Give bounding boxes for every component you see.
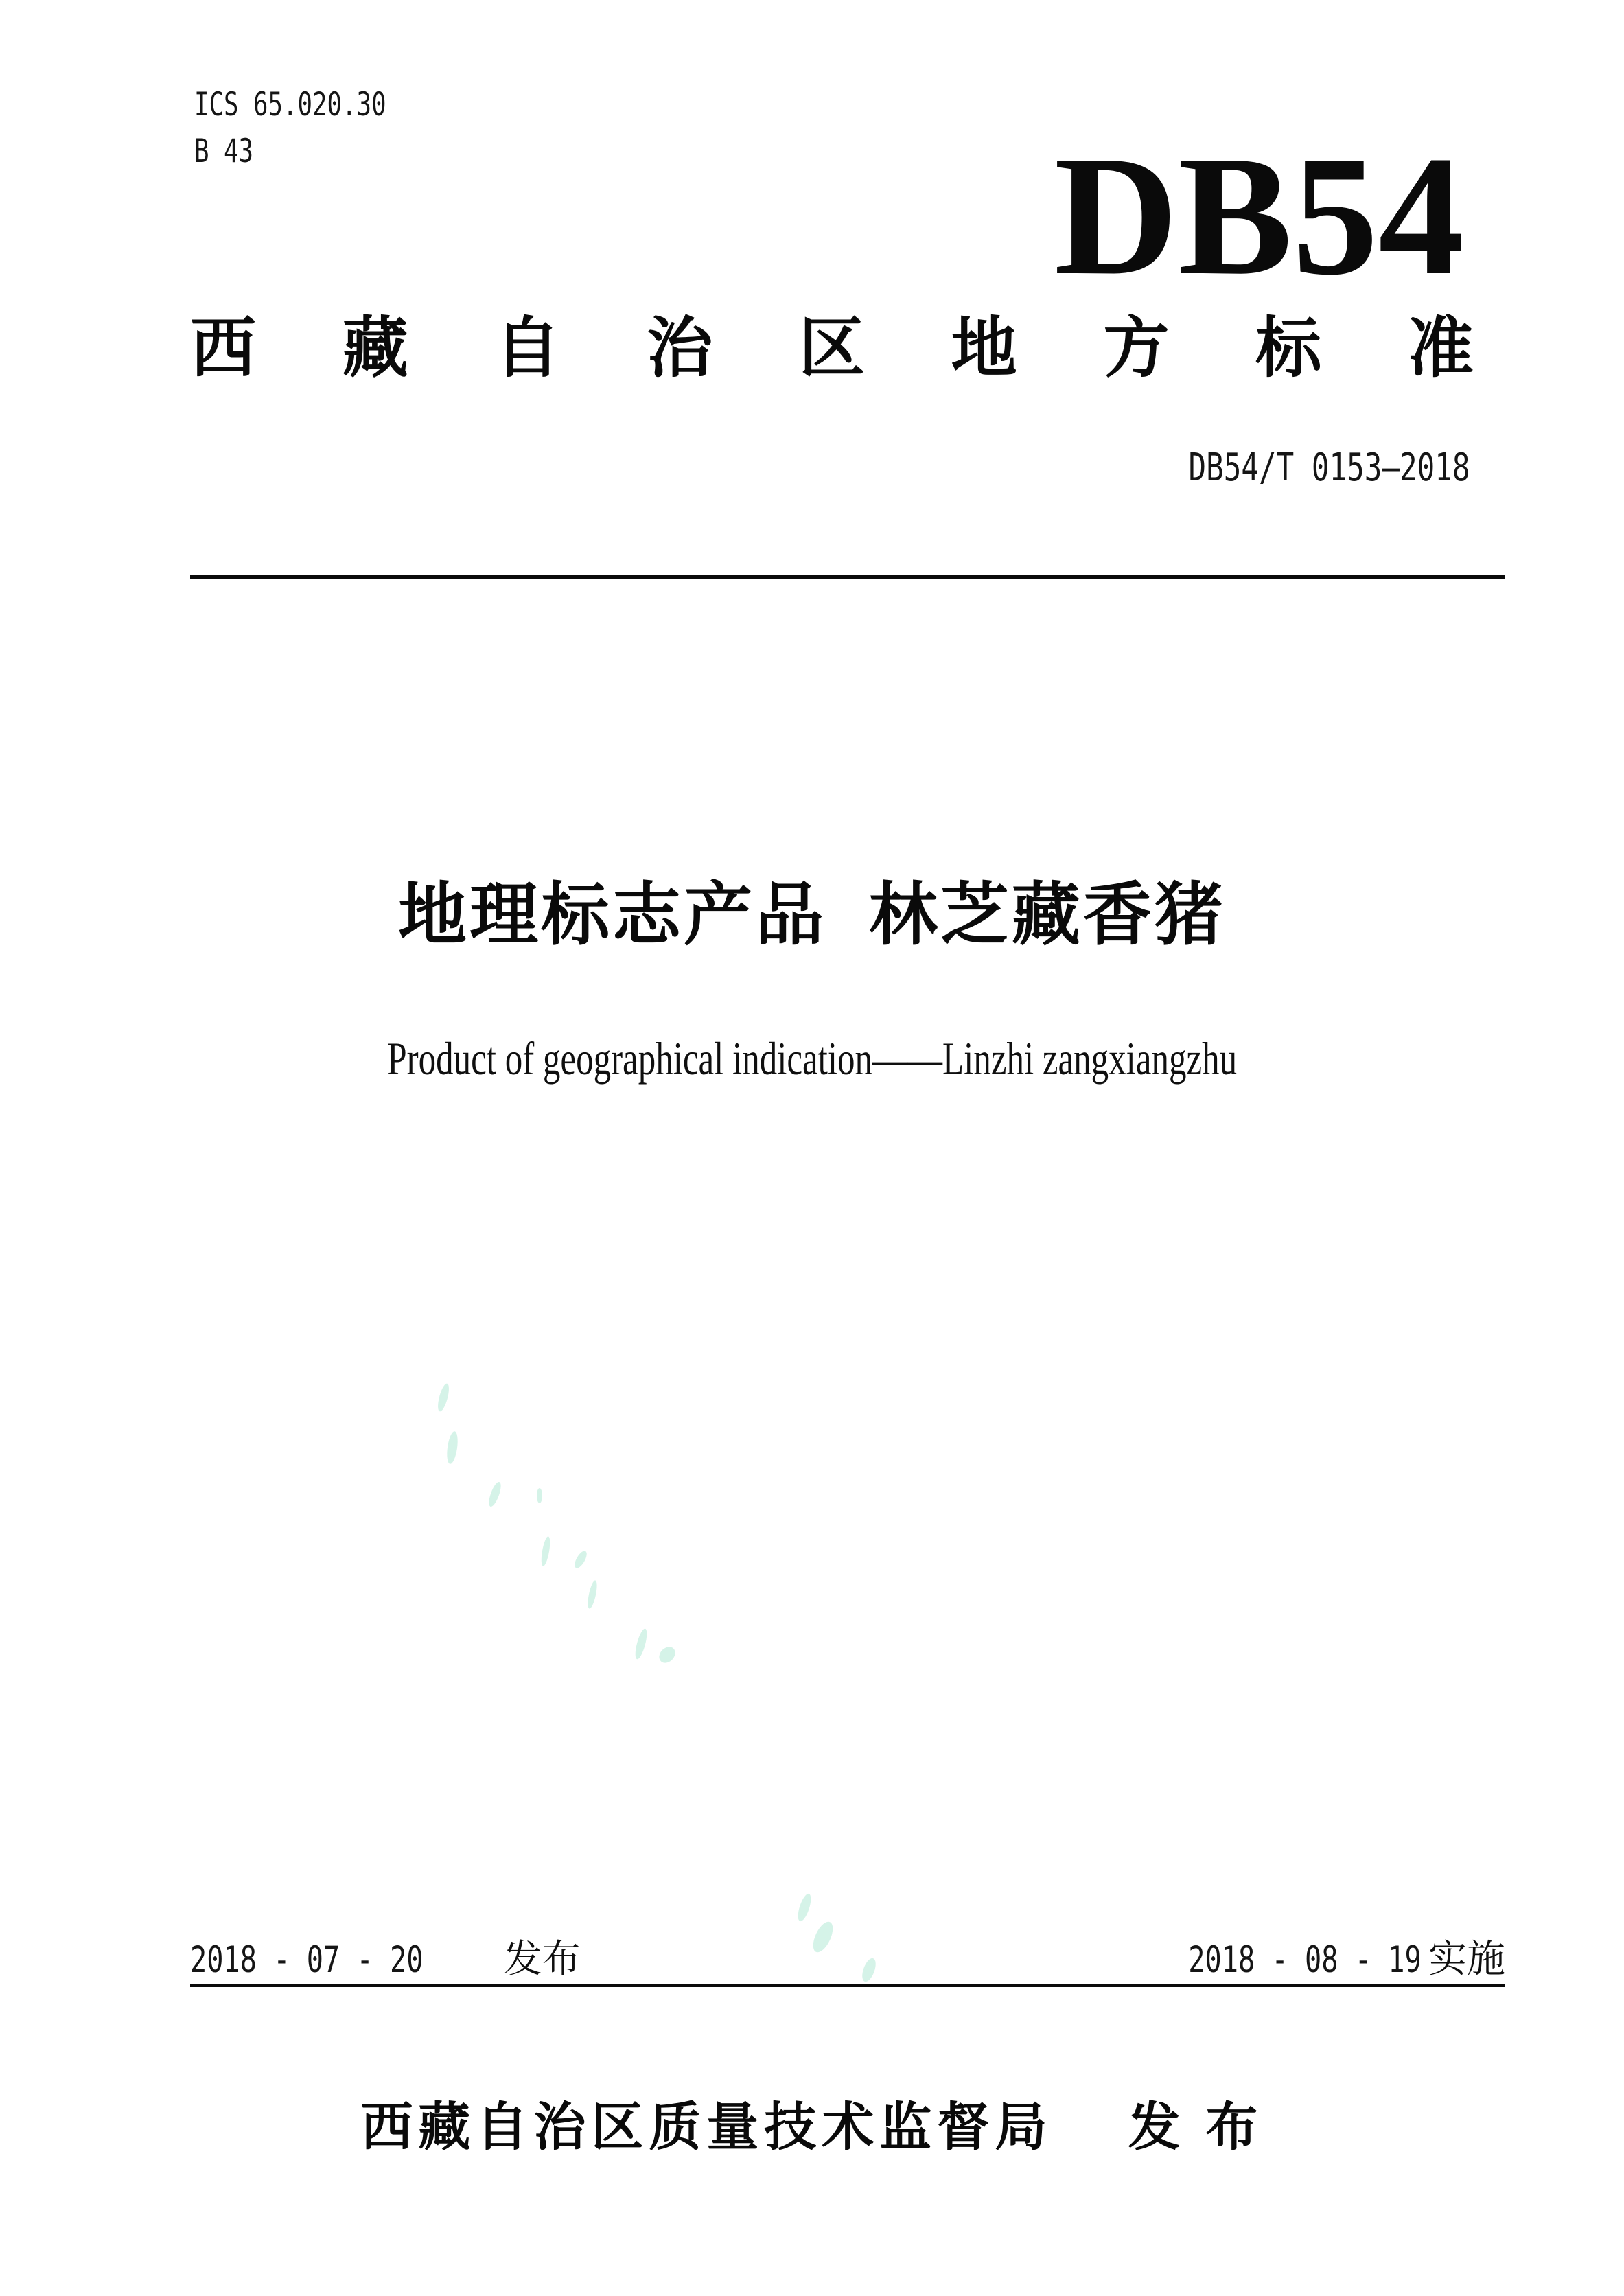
scan-speck [796,1892,813,1923]
doc-title-en [0,1032,1624,1085]
doc-number: DB54/T 0153—2018 [1188,445,1470,490]
class-code: B 43 [194,132,254,170]
db54-logo: DB54 [1054,121,1464,311]
doc-title-cn: 地理标志产品 林芝藏香猪 [398,877,1226,953]
implementation-date-label: 实施 [1428,1937,1505,1980]
implementation-date-line [1115,1937,1505,1981]
scan-speck [445,1430,460,1464]
scan-speck [656,1644,679,1667]
scan-speck [537,1488,542,1503]
scan-speck [633,1627,649,1660]
issuer-name: 西藏自治区质量技术监督局 [360,2098,1053,2157]
doc-number-line [1100,445,1470,490]
publish-label: 发 布 [1128,2098,1264,2157]
issue-date-line [190,1937,581,1981]
standard-type-char: 治 [647,312,713,385]
standard-type-char: 方 [1103,312,1170,385]
scan-speck [809,1919,837,1956]
standard-type-char: 地 [951,312,1017,385]
standard-type-char: 西 [190,312,256,385]
scan-speck [540,1535,551,1566]
ics-code: ICS 65.020.30 [194,86,386,124]
scan-speck [859,1956,878,1983]
issue-date: 2018 - 07 - 20 [190,1939,424,1981]
standard-type-char: 区 [799,312,865,385]
issue-date-label: 发布 [503,1937,581,1980]
implementation-date: 2018 - 08 - 19 [1188,1939,1422,1981]
header-rule [190,575,1505,579]
standard-type-char: 准 [1408,312,1474,385]
standard-type-char: 藏 [342,312,408,385]
standard-type-char: 标 [1255,312,1322,385]
issuer-line [0,2098,1624,2157]
footer-rule [190,1984,1505,1987]
scan-speck [572,1549,589,1570]
doc-title-en-text: Product of geographical indication——Linzhi zangxiangzhu [387,1032,1237,1085]
ics-code-line [194,86,447,124]
scan-speck [586,1579,599,1609]
scan-speck [487,1481,503,1508]
scan-speck [436,1382,451,1413]
standard-type-title [190,312,1474,385]
standard-type-char: 自 [494,312,561,385]
class-code-line [194,132,272,170]
